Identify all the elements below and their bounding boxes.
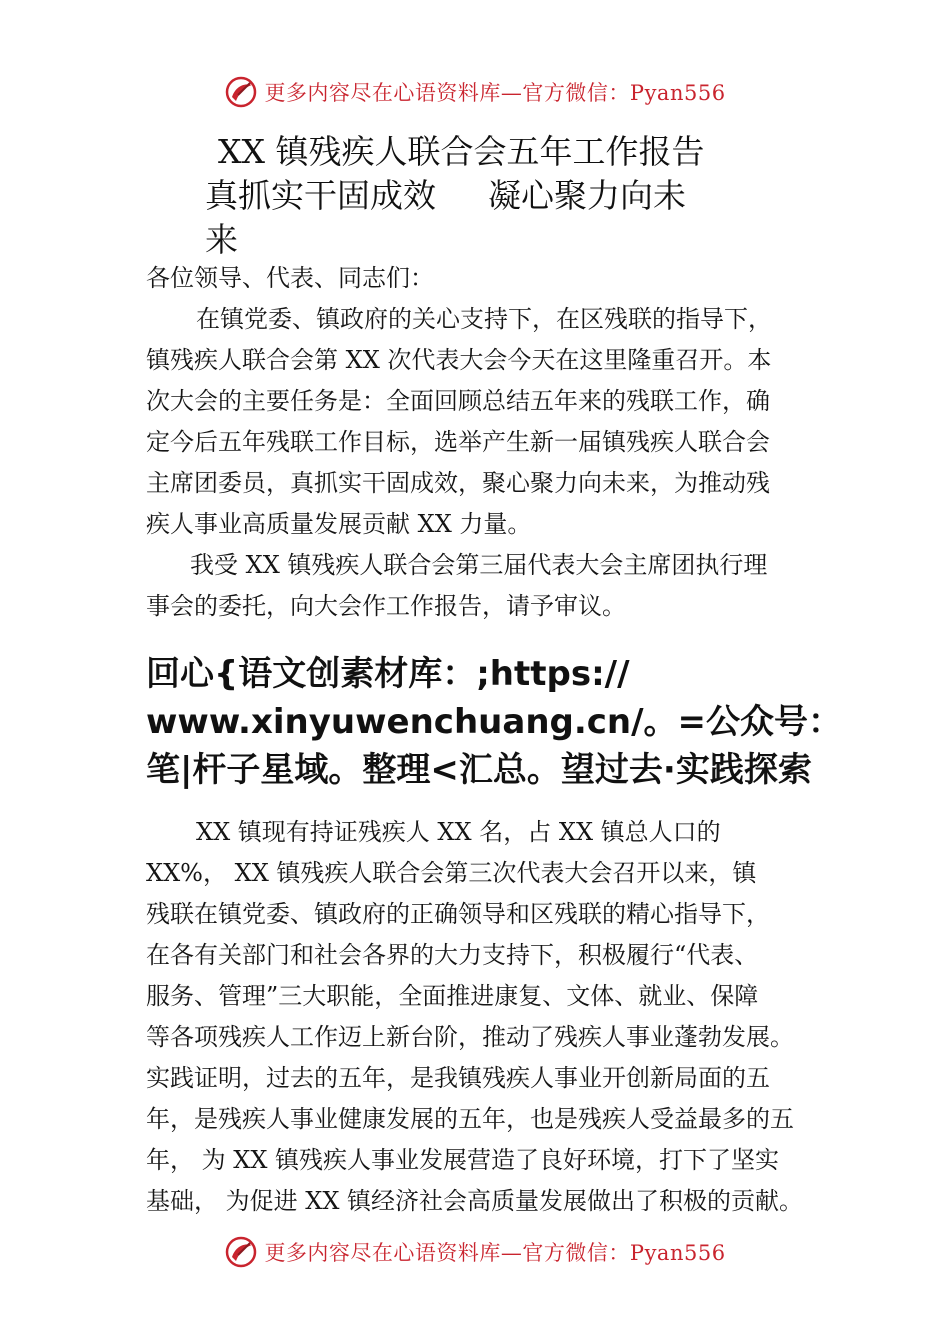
page-subtitle (205, 174, 765, 262)
review-section (146, 812, 826, 1222)
p2-line: 事会的委托，向大会作工作报告，请予审议。 (146, 592, 626, 620)
logo-icon (224, 1235, 258, 1269)
notice-line: 回心{语文创素材库：;https:// (146, 654, 630, 694)
p1-line: 疾人事业高质量发展贡献 XX 力量。 (146, 510, 532, 538)
p3-line: 残联在镇党委、镇政府的正确领导和区残联的精心指导下， (146, 900, 770, 928)
p3-line: 等各项残疾人工作迈上新台阶，推动了残疾人事业蓬勃发展。 (146, 1023, 794, 1051)
p3-line: 服务、管理”三大职能，全面推进康复、文体、就业、保障 (146, 982, 759, 1010)
p1-line: 镇残疾人联合会第 XX 次代表大会今天在这里隆重召开。本 (146, 346, 772, 374)
subtitle-part-3: 来 (205, 220, 238, 259)
greeting: 各位领导、代表、同志们： (146, 264, 434, 292)
opening-section (146, 258, 826, 627)
banner-text: 更多内容尽在心语资料库—官方微信：Pyan556 (264, 1241, 726, 1265)
notice-line: www.xinyuwenchuang.cn/。=公众号： (146, 702, 843, 742)
notice-line: 笔|杆子星域。整理<汇总。望过去·实践探索 (146, 750, 812, 790)
p1-line: 主席团委员，真抓实干固成效，聚心聚力向未来，为推动残 (146, 469, 770, 497)
header-banner (0, 72, 950, 112)
logo-icon (224, 75, 258, 109)
p3-line: 在各有关部门和社会各界的大力支持下，积极履行“代表、 (146, 941, 759, 969)
banner-text: 更多内容尽在心语资料库—官方微信：Pyan556 (264, 81, 726, 105)
p3-line: 基础， 为促进 XX 镇经济社会高质量发展做出了积极的贡献。 (146, 1187, 804, 1215)
p3-line: XX 镇现有持证残疾人 XX 名，占 XX 镇总人口的 (196, 818, 721, 846)
source-notice (146, 650, 936, 794)
p3-line: 实践证明，过去的五年，是我镇残疾人事业开创新局面的五 (146, 1064, 770, 1092)
p3-line: XX%， XX 镇残疾人联合会第三次代表大会召开以来，镇 (146, 859, 757, 887)
page-title: XX 镇残疾人联合会五年工作报告 (218, 132, 705, 171)
p1-line: 次大会的主要任务是：全面回顾总结五年来的残联工作，确 (146, 387, 770, 415)
subtitle-part-2: 凝心聚力向未 (488, 176, 686, 215)
p1-line: 在镇党委、镇政府的关心支持下，在区残联的指导下， (196, 305, 772, 333)
p2-line: 我受 XX 镇残疾人联合会第三届代表大会主席团执行理 (190, 551, 768, 579)
p1-line: 定今后五年残联工作目标，选举产生新一届镇残疾人联合会 (146, 428, 770, 456)
footer-banner (0, 1232, 950, 1272)
subtitle-part-1: 真抓实干固成效 (205, 176, 436, 215)
p3-line: 年，是残疾人事业健康发展的五年，也是残疾人受益最多的五 (146, 1105, 794, 1133)
p3-line: 年， 为 XX 镇残疾人事业发展营造了良好环境，打下了坚实 (146, 1146, 780, 1174)
